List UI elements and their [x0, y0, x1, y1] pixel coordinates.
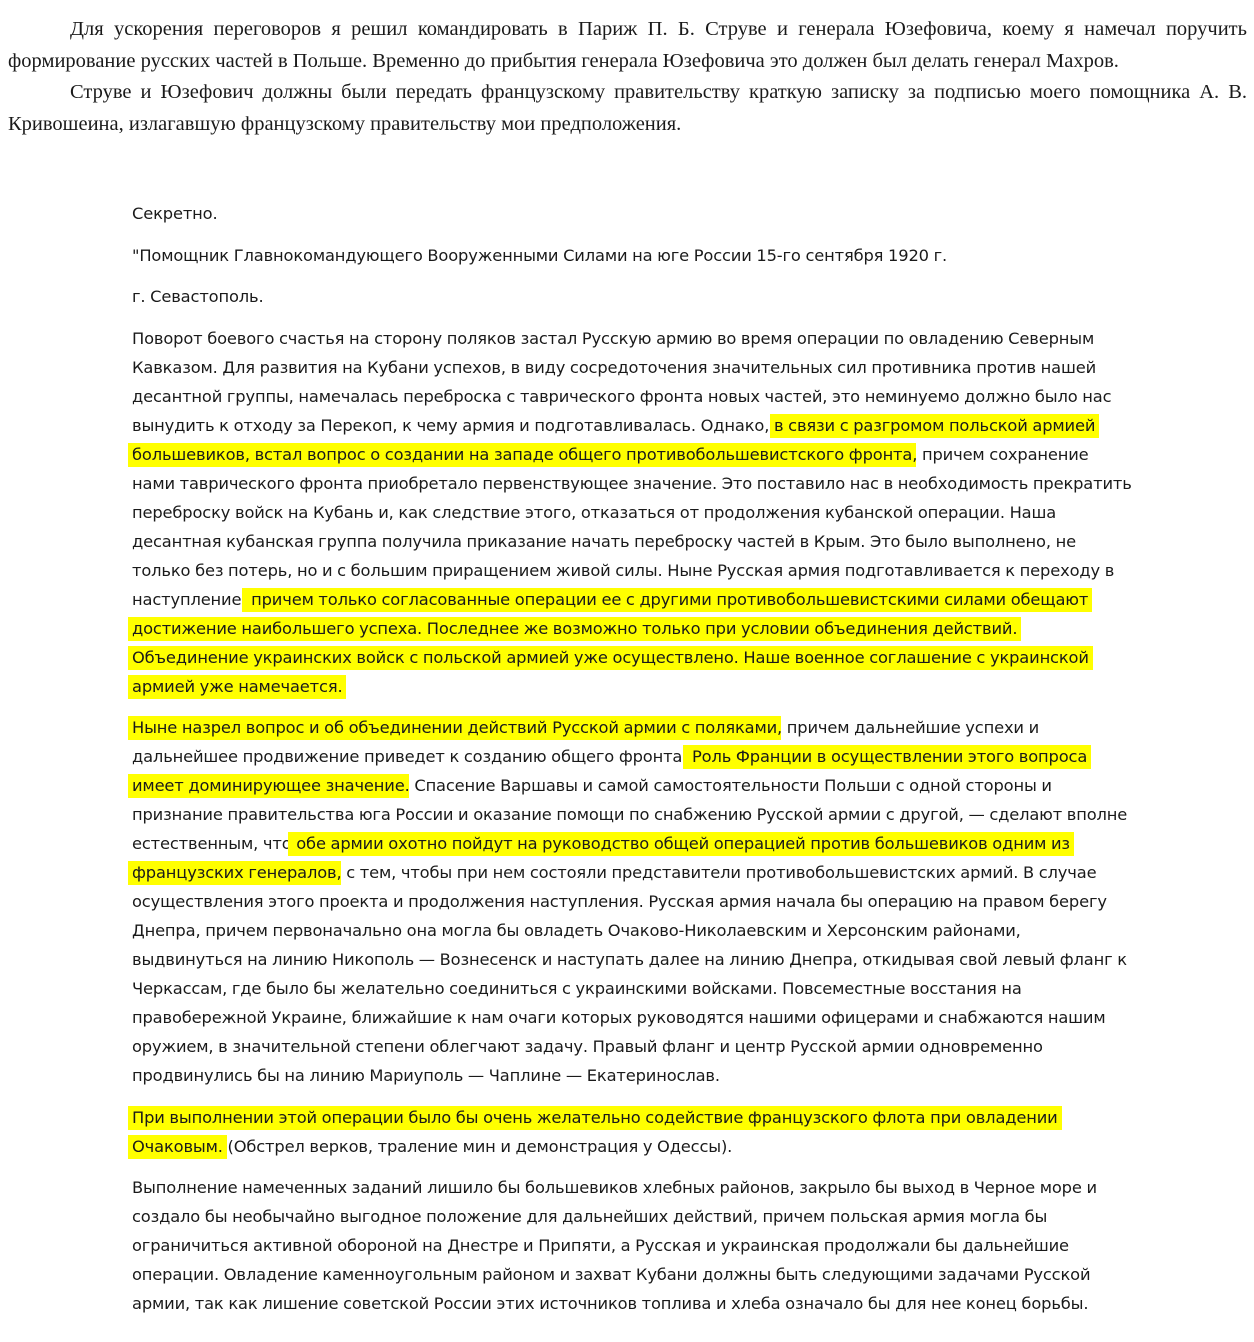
intro-paragraph-1: Для ускорения переговоров я решил командировать в Париж П. Б. Струве и генерала Юзефовича, коему я намечал поручить формирование русских частей в Польше. Временно до прибытия генерала Юзефовича это должен был делать генерал Махров.	[8, 18, 1247, 72]
letter-paragraph-4: Выполнение намеченных заданий лишило бы большевиков хлебных районов, закрыло бы выход в Черное море и создало бы необычайно выгодное положение для дальнейших действий, причем польская армия могла бы ограничиться активной обороной на Днестре и Припяти, а Русская и украинская продолжали бы дальнейшие операции. Овладение каменноугольным районом и захват Кубани должны быть следующими задачами Русской армии, так как лишение советской России этих источников топлива и хлеба означало бы для нее конец борьбы.	[132, 1178, 1097, 1313]
letter-paragraph-2	[132, 713, 1132, 1090]
secret-label: Секретно.	[132, 204, 218, 223]
intro-paragraph-2: Струве и Юзефович должны были передать французскому правительству краткую записку за подписью моего помощника А. В. Кривошеина, излагавшую французскому правительству мои предположения.	[8, 81, 1247, 135]
letter-city: г. Севастополь.	[132, 287, 264, 306]
highlighted-text: в связи с разгромом польской армией большевиков, встал вопрос о создании на западе общего противобольшевистского фронта	[132, 414, 1095, 467]
text-run: . Спасение Варшавы и самой самостоятельности Польши с одной стороны и признание правительства юга России и оказание помощи по снабжению Русской армии с другой, — сделают вполне естественным, что	[132, 776, 1128, 853]
text-run: , причем дальнейшие успехи и дальнейшее продвижение приведет к созданию общего фронта.	[132, 718, 1040, 766]
highlighted-text: обе армии охотно пойдут на руководство общей операцией против большевиков одним из французских генералов	[132, 832, 1070, 885]
text-run: (Обстрел верков, траление мин и демонстрация у Одессы).	[222, 1136, 733, 1156]
quoted-letter	[132, 199, 1132, 1331]
highlighted-text: Роль Франции в осуществлении этого вопроса имеет доминирующее значение	[132, 745, 1087, 798]
highlighted-text: причем только согласованные операции ее с другими противобольшевистскими силами обещают достижение наибольшего успеха. Последнее же возможно только при условии объединения действий. Объединение украинских войск с польской армией уже осуществлено. Наше военное соглашение с украинской армией уже намечается.	[132, 588, 1089, 699]
highlighted-text: При выполнении этой операции было бы очень желательно содействие французского флота при овладении Очаковым.	[132, 1106, 1058, 1159]
intro-text	[8, 14, 1247, 140]
letter-paragraph-3	[132, 1103, 1132, 1161]
highlighted-text: Ныне назрел вопрос и об объединении действий Русской армии с поляками	[132, 716, 777, 740]
letter-header: "Помощник Главнокомандующего Вооруженными Силами на юге России 15-го сентября 1920 г.	[132, 245, 948, 265]
text-run: Поворот боевого счастья на сторону поляков застал Русскую армию во время операции по овладению Северным Кавказом. Для развития на Кубани успехов, в виду сосредоточения значительных сил противника против нашей десантной группы, намечалась переброска с таврического фронта новых частей, это неминуемо должно было нас вынудить к отходу за Перекоп, к чему армия и подготавливалась. Однако,	[132, 328, 1112, 435]
text-run: , с тем, чтобы при нем состояли представители противобольшевистских армий. В случае осуществления этого проекта и продолжения наступления. Русская армия начала бы операцию на правом берегу Днепра, причем первоначально она могла бы овладеть Очаково-Николаевским и Херсонским районами, выдвинуться на линию Никополь — Вознесенск и наступать далее на линию Днепра, откидывая свой левый фланг к Черкассам, где было бы желательно соединиться с украинскими войсками. Повсеместные восстания на правобережной Украине, ближайшие к нам очаги которых руководятся нашими офицерами и снабжаются нашим оружием, в значительной степени облегчают задачу. Правый фланг и центр Русской армии одновременно продвинулись бы на линию Мариуполь — Чаплине — Екатеринослав.	[132, 863, 1127, 1085]
text-run: , причем сохранение нами таврического фронта приобретало первенствующее значение. Это поставило нас в необходимость прекратить переброску войск на Кубань и, как следствие этого, отказаться от продолжения кубанской операции. Наша десантная кубанская группа получила приказание начать переброску частей в Крым. Это было выполнено, не только без потерь, но и с большим приращением живой силы. Ныне Русская армия подготавливается к переходу в наступление,	[132, 444, 1132, 609]
letter-paragraph-1	[132, 324, 1132, 701]
